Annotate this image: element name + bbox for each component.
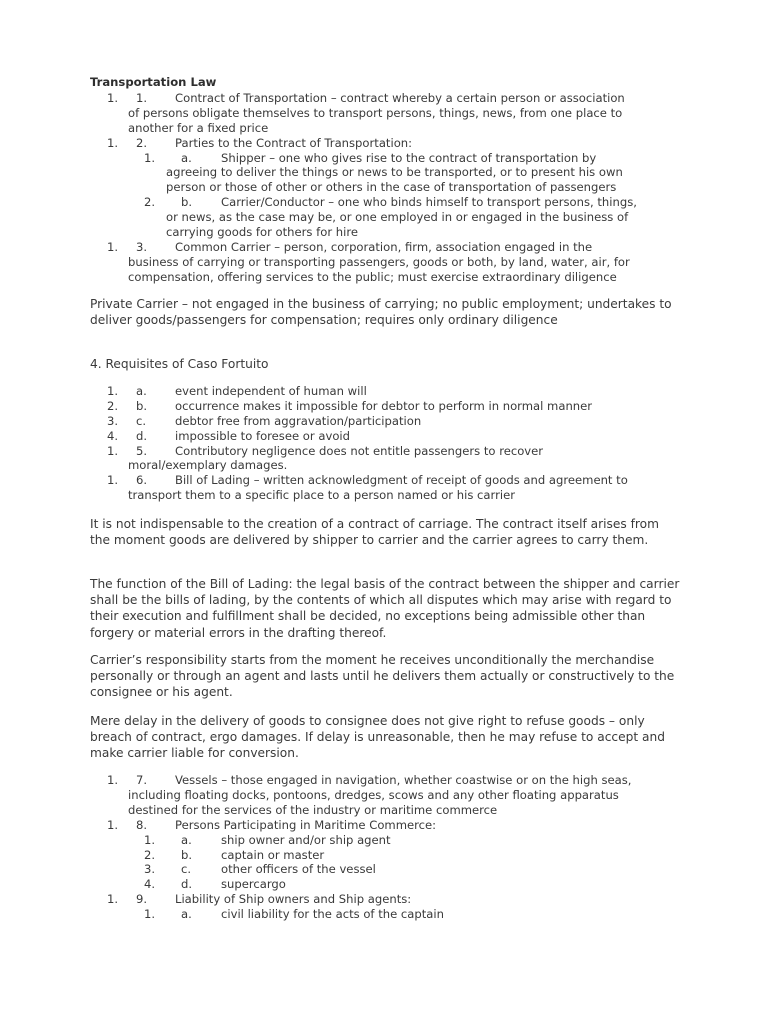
list-item-continuation: compensation, offering services to the public; must exercise extraordinary diligence	[128, 269, 617, 284]
list-number: 1.	[107, 443, 119, 458]
list-number: 3.	[107, 413, 119, 428]
carrier-responsibility-paragraph: Carrier’s responsibility starts from the moment he receives unconditionally the merchandise personally or through an agent and lasts until he delivers them actually or constructively to the consignee or his agent.	[90, 653, 675, 700]
list-item-text: Liability of Ship owners and Ship agents:	[175, 892, 412, 907]
list-subnumber: 3.	[136, 240, 148, 254]
list-item-text: Common Carrier – person, corporation, firm, association engaged in the	[175, 240, 593, 254]
list-item-text: Contributory negligence does not entitle passengers to recover	[175, 443, 544, 458]
document-title: Transportation Law	[90, 75, 217, 89]
list-subnumber: 1.	[136, 91, 148, 105]
list-item-continuation: person or those of other or others in the case of transportation of passengers	[166, 180, 617, 195]
list-subnumber: a.	[136, 384, 147, 398]
list-item-continuation: of persons obligate themselves to transport persons, things, news, from one place to	[128, 105, 623, 120]
list-subnumber: c.	[181, 862, 192, 877]
list-number: 1.	[107, 773, 119, 787]
list-subnumber: d.	[136, 428, 148, 443]
list-number: 2.	[144, 847, 156, 862]
list-subnumber: 6.	[136, 473, 148, 488]
list-item-text: Vessels – those engaged in navigation, whether coastwise or on the high seas,	[175, 773, 632, 787]
list-subnumber: b.	[181, 195, 193, 210]
list-subnumber: b.	[136, 398, 148, 413]
list-number: 1.	[144, 907, 156, 922]
list-item-text: supercargo	[221, 877, 286, 892]
indispensable-paragraph: It is not indispensable to the creation of a contract of carriage. The contract itself arises from the moment goods are delivered by shipper to carrier and the carrier agrees to carry them.	[90, 517, 659, 548]
requisites-heading: 4. Requisites of Caso Fortuito	[90, 357, 269, 371]
list-item-text: Bill of Lading – written acknowledgment of receipt of goods and agreement to	[175, 473, 628, 488]
list-number: 1.	[107, 817, 119, 832]
list-number: 3.	[144, 862, 156, 877]
list-number: 1.	[107, 240, 119, 254]
list-subnumber: b.	[181, 847, 193, 862]
list-subnumber: a.	[181, 832, 192, 847]
list-item-text: Carrier/Conductor – one who binds himself to transport persons, things,	[221, 195, 637, 210]
list-item-continuation: including floating docks, pontoons, dredges, scows and any other floating apparatus	[128, 787, 619, 802]
list-number: 1.	[107, 91, 119, 105]
list-subnumber: 2.	[136, 135, 148, 150]
list-item-text: Persons Participating in Maritime Commerce:	[175, 817, 437, 832]
list-number: 2.	[107, 398, 119, 413]
list-item-text: Contract of Transportation – contract whereby a certain person or association	[175, 91, 625, 105]
list-item-text: Parties to the Contract of Transportation:	[175, 135, 413, 150]
list-subnumber: 5.	[136, 443, 148, 458]
list-subnumber: 8.	[136, 817, 148, 832]
list-item-text: ship owner and/or ship agent	[221, 832, 391, 847]
list-number: 2.	[144, 195, 156, 210]
list-item-continuation: business of carrying or transporting passengers, goods or both, by land, water, air, for	[128, 254, 630, 269]
list-number: 1.	[144, 150, 156, 165]
list-subnumber: a.	[181, 907, 192, 922]
list-item-continuation: destined for the services of the industry or maritime commerce	[128, 802, 498, 817]
list-number: 4.	[144, 877, 156, 892]
list-item-continuation: moral/exemplary damages.	[128, 458, 288, 473]
list-item-text: civil liability for the acts of the captain	[221, 907, 444, 922]
list-number: 1.	[144, 832, 156, 847]
private-carrier-paragraph: Private Carrier – not engaged in the business of carrying; no public employment; undertakes to deliver goods/passengers for compensation; requires only ordinary diligence	[90, 297, 672, 328]
list-subnumber: a.	[181, 150, 192, 165]
list-item-continuation: carrying goods for others for hire	[166, 225, 358, 240]
list-item-continuation: transport them to a specific place to a person named or his carrier	[128, 488, 515, 503]
bill-of-lading-function-paragraph: The function of the Bill of Lading: the legal basis of the contract between the shipper and carrier shall be the bills of lading, by the contents of which all disputes which may arise with regard to their execution and fulfillment shall be decided, no exceptions being admissible other than forgery or material errors in the drafting thereof.	[90, 577, 680, 640]
list-subnumber: 9.	[136, 892, 148, 907]
list-number: 4.	[107, 428, 119, 443]
delay-paragraph: Mere delay in the delivery of goods to consignee does not give right to refuse goods – only breach of contract, ergo damages. If delay is unreasonable, then he may refuse to accept and make carrier liable for conversion.	[90, 714, 665, 761]
list-subnumber: d.	[181, 877, 193, 892]
list-item-text: occurrence makes it impossible for debtor to perform in normal manner	[175, 398, 593, 413]
list-item-text: Shipper – one who gives rise to the contract of transportation by	[221, 150, 597, 165]
list-item-continuation: agreeing to deliver the things or news to be transported, or to present his own	[166, 165, 623, 180]
list-item-text: other officers of the vessel	[221, 862, 376, 877]
list-item-text: impossible to foresee or avoid	[175, 428, 350, 443]
list-item-text: captain or master	[221, 847, 325, 862]
list-number: 1.	[107, 892, 119, 907]
list-number: 1.	[107, 473, 119, 488]
list-item-continuation: another for a fixed price	[128, 120, 269, 135]
list-subnumber: 7.	[136, 773, 148, 787]
list-item-text: debtor free from aggravation/participation	[175, 413, 422, 428]
list-number: 1.	[107, 135, 119, 150]
list-item-text: event independent of human will	[175, 384, 367, 398]
list-item-continuation: or news, as the case may be, or one employed in or engaged in the business of	[166, 210, 629, 225]
list-subnumber: c.	[136, 413, 147, 428]
list-number: 1.	[107, 384, 119, 398]
